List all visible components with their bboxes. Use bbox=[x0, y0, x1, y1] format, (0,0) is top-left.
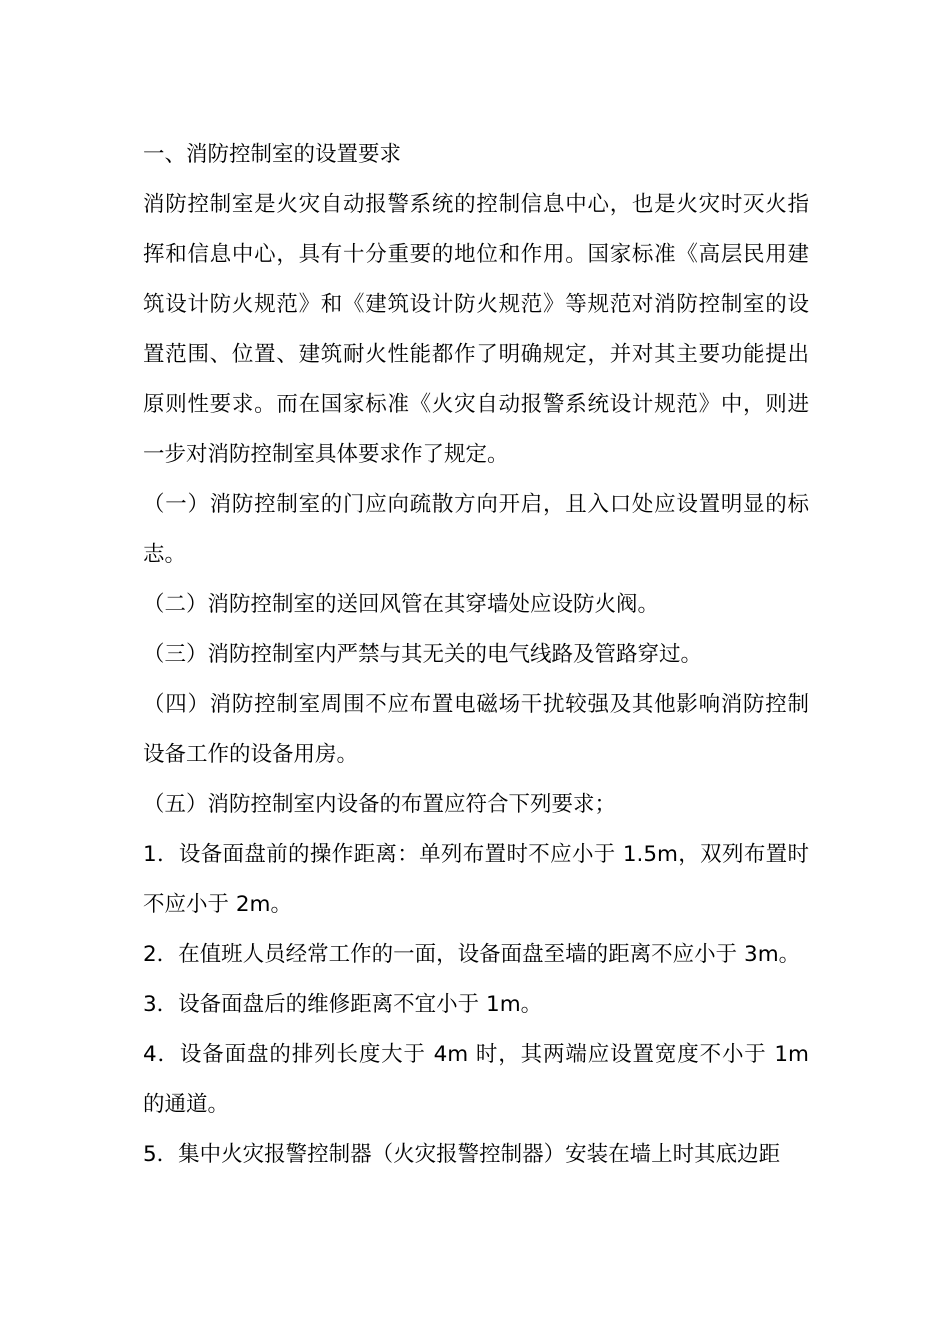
clause-3: （三）消防控制室内严禁与其无关的电气线路及管路穿过。 bbox=[143, 642, 703, 667]
section-heading: 一、消防控制室的设置要求 bbox=[143, 142, 402, 167]
intro-paragraph: 消防控制室是火灾自动报警系统的控制信息中心，也是火灾时灭火指挥和信息中心，具有十分重要的地位和作用。国家标准《高层民用建筑设计防火规范》和《建筑设计防火规范》等规范对消防控制室的设置范围、位置、建筑耐火性能都作了明确规定，并对其主要功能提出原则性要求。而在国家标准《火灾自动报警系统设计规范》中，则进一步对消防控制室具体要求作了规定。 bbox=[143, 192, 809, 467]
list-item-3: 3．设备面盘后的维修距离不宜小于 1m。 bbox=[143, 992, 543, 1017]
list-item-2: 2．在值班人员经常工作的一面，设备面盘至墙的距离不应小于 3m。 bbox=[143, 942, 801, 967]
clause-4: （四）消防控制室周围不应布置电磁场干扰较强及其他影响消防控制设备工作的设备用房。 bbox=[143, 692, 809, 767]
document-page bbox=[143, 130, 809, 1180]
list-item-5: 5．集中火灾报警控制器（火灾报警控制器）安装在墙上时其底边距 bbox=[143, 1142, 781, 1167]
list-item-4: 4．设备面盘的排列长度大于 4m 时，其两端应设置宽度不小于 1m 的通道。 bbox=[143, 1042, 809, 1117]
clause-5: （五）消防控制室内设备的布置应符合下列要求； bbox=[143, 792, 617, 817]
clause-1: （一）消防控制室的门应向疏散方向开启，且入口处应设置明显的标志。 bbox=[143, 492, 809, 567]
clause-2: （二）消防控制室的送回风管在其穿墙处应设防火阀。 bbox=[143, 592, 660, 617]
list-item-1: 1．设备面盘前的操作距离：单列布置时不应小于 1.5m，双列布置时不应小于 2m。 bbox=[143, 842, 809, 917]
